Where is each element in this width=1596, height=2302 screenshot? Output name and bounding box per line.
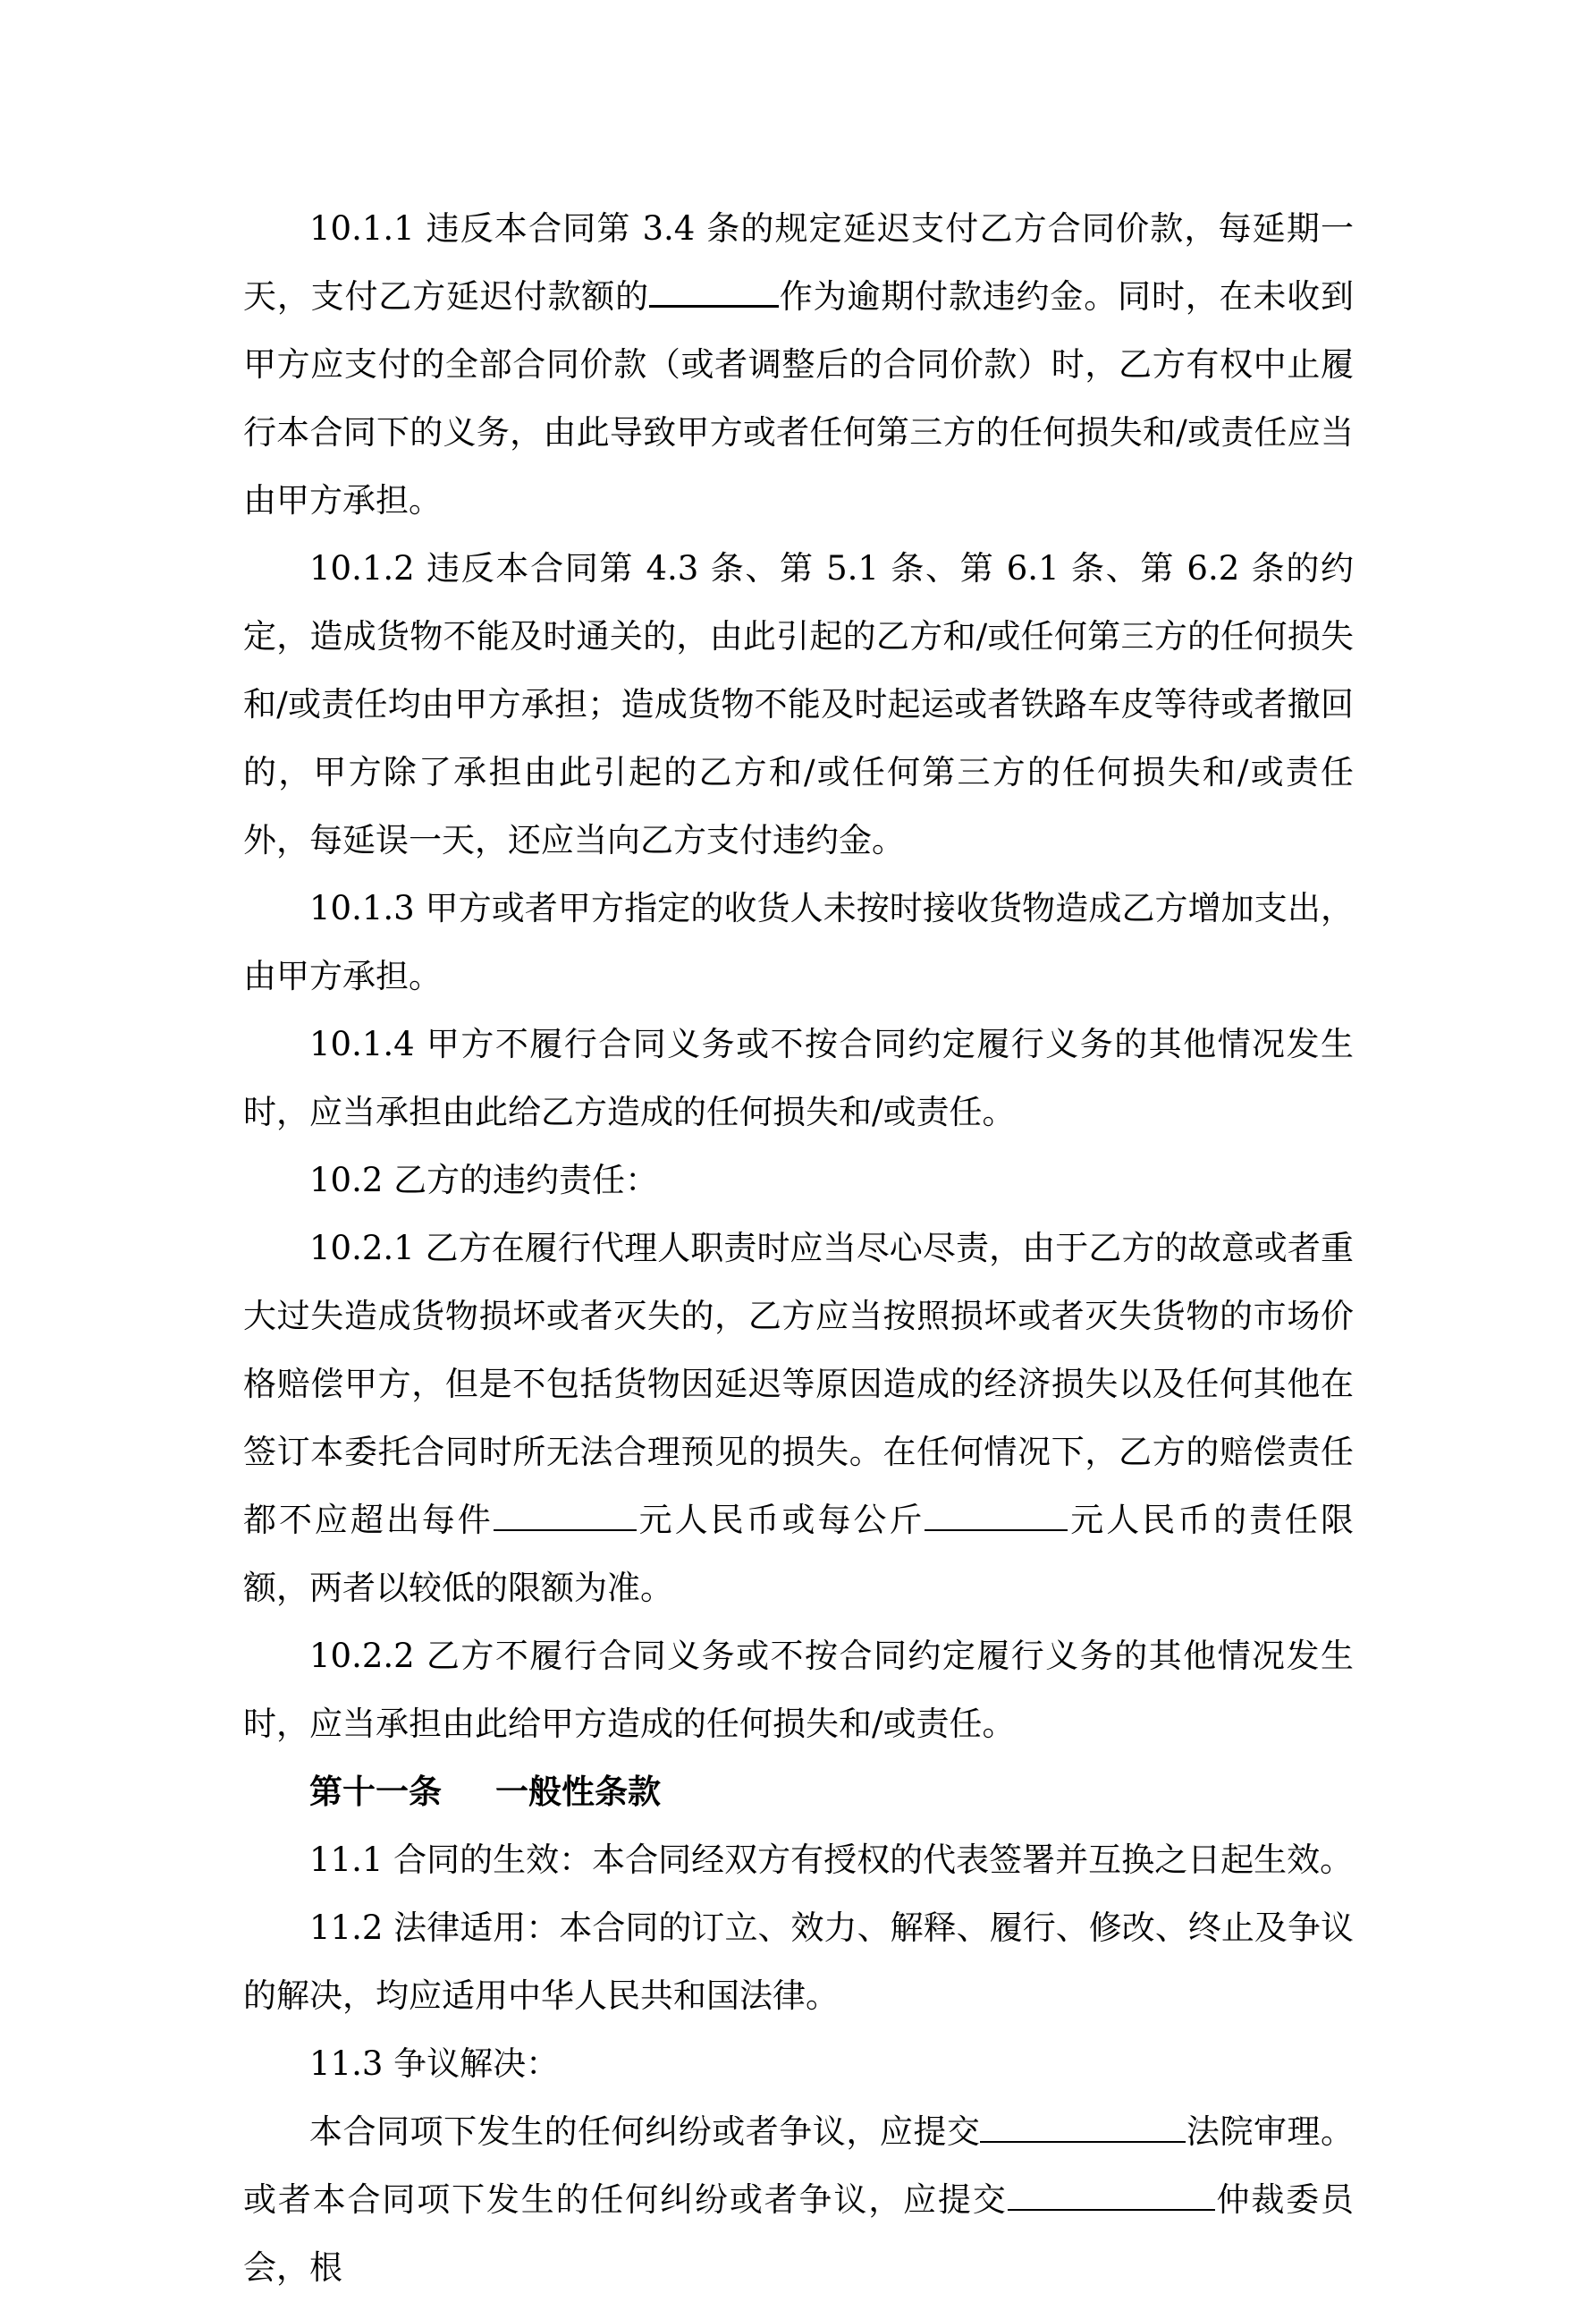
article-number: 第十一条 <box>309 1773 442 1811</box>
clause-11-3-body <box>243 2098 1354 2302</box>
clause-10-1-4: 10.1.4 甲方不履行合同义务或不按合同约定履行义务的其他情况发生时，应当承担由此给乙方造成的任何损失和/或责任。 <box>243 1025 1354 1131</box>
blank-per-piece-limit[interactable] <box>494 1502 637 1531</box>
clause-10-2-2: 10.2.2 乙方不履行合同义务或不按合同约定履行义务的其他情况发生时，应当承担由此给甲方造成的任何损失和/或责任。 <box>243 1637 1354 1743</box>
clause-10-1-1 <box>243 195 1354 535</box>
article-title: 一般性条款 <box>495 1773 661 1811</box>
article-11-heading <box>243 1758 1354 1826</box>
clause-11-2: 11.2 法律适用：本合同的订立、效力、解释、履行、修改、终止及争议的解决，均应适用中华人民共和国法律。 <box>243 1908 1354 2015</box>
clause-11-3-text-start: 本合同项下发生的任何纠纷或者争议，应提交 <box>309 2112 981 2151</box>
clause-11-3: 11.3 争议解决： <box>309 2044 560 2083</box>
blank-court-name[interactable] <box>980 2114 1186 2143</box>
clause-11-1: 11.1 合同的生效：本合同经双方有授权的代表签署并互换之日起生效。 <box>309 1841 1354 1879</box>
clause-10-1-3: 10.1.3 甲方或者甲方指定的收货人未按时接收货物造成乙方增加支出，由甲方承担。 <box>243 889 1354 995</box>
contract-body <box>243 195 1354 2302</box>
blank-per-kg-limit[interactable] <box>925 1502 1068 1531</box>
clause-11-3-text-mid: 法院审理。或者本合同项下发生的任何纠纷或者争议，应提交 <box>243 2112 1355 2219</box>
blank-arbitration-commission[interactable] <box>1008 2182 1215 2211</box>
clause-11-3-text-end: 仲裁委员会，根 <box>243 2180 1355 2287</box>
clause-10-2-1 <box>243 1214 1354 1622</box>
clause-10-1-1-text-end: 作为逾期付款违约金。同时，在未收到甲方应支付的全部合同价款（或者调整后的合同价款）时，乙方有权中止履行本合同下的义务，由此导致甲方或者任何第三方的任何损失和/或责任应当由甲方承担。 <box>243 277 1355 520</box>
blank-late-payment-rate[interactable] <box>649 278 779 308</box>
clause-10-2-1-text-mid: 元人民币或每公斤 <box>636 1501 925 1539</box>
clause-10-2: 10.2 乙方的违约责任： <box>309 1161 659 1199</box>
clause-10-1-2: 10.1.2 违反本合同第 4.3 条、第 5.1 条、第 6.1 条、第 6.2 条的约定，造成货物不能及时通关的，由此引起的乙方和/或任何第三方的任何损失和/或责任均由甲方承担；造成货物不能及时起运或者铁路车皮等待或者撤回的，甲方除了承担由此引起的乙方和/或任何第三方的任何损失和/或责任外，每延误一天，还应当向乙方支付违约金。 <box>243 549 1354 859</box>
clause-10-1-1-text-start: 10.1.1 违反本合同第 3.4 条的规定延迟支付乙方合同价款，每延期一天，支付乙方延迟付款额的 <box>243 209 1354 316</box>
clause-10-2-1-text-start: 10.2.1 乙方在履行代理人职责时应当尽心尽责，由于乙方的故意或者重大过失造成货物损坏或者灭失的，乙方应当按照损坏或者灭失货物的市场价格赔偿甲方，但是不包括货物因延迟等原因造成的经济损失以及任何其他在签订本委托合同时所无法合理预见的损失。在任何情况下，乙方的赔偿责任都不应超出每件 <box>243 1229 1354 1539</box>
clause-10-2-1-text-end: 元人民币的责任限额，两者以较低的限额为准。 <box>243 1501 1355 1607</box>
